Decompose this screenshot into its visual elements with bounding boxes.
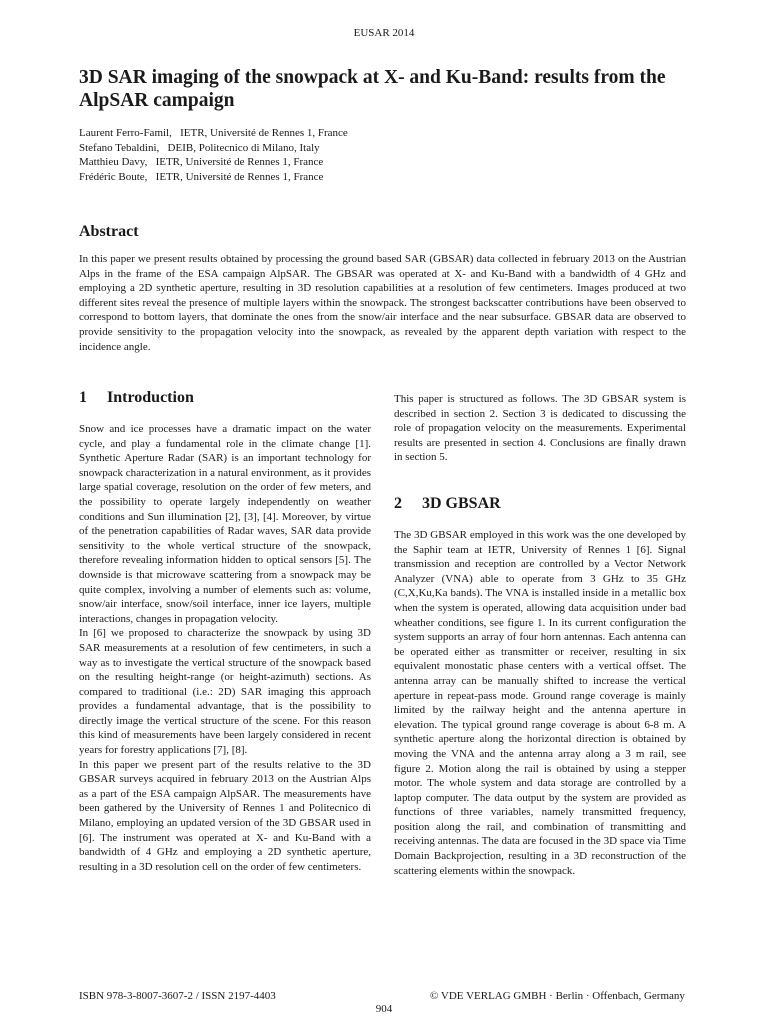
section-heading-3d-gbsar <box>394 495 501 513</box>
page-number: 904 <box>375 1003 393 1015</box>
paper-title: 3D SAR imaging of the snowpack at X- and Ku-Band: results from the AlpSAR campaign <box>79 67 666 111</box>
publisher-footer: © VDE VERLAG GMBH · Berlin · Offenbach, Germany <box>430 990 685 1002</box>
paragraph: This paper is structured as follows. The 3D GBSAR system is described in section 2. Section 3 is dedicated to discussing the role of propagation velocity on the measurements. Experimental results are presented in section 4. Conclusions are finally drawn in section 5. <box>394 393 686 464</box>
section-number: 1 <box>79 389 87 406</box>
author-list <box>79 126 348 184</box>
isbn-footer: ISBN 978-3-8007-3607-2 / ISSN 2197-4403 <box>79 990 276 1002</box>
section-heading-introduction <box>79 389 194 407</box>
section-title: 3D GBSAR <box>422 495 501 512</box>
paragraph: In this paper we present part of the results relative to the 3D GBSAR surveys acquired in february 2013 on the Austrian Alps as a part of the ESA campaign AlpSAR. The measurements have been gathered by the University of Rennes 1 and Politecnico di Milano, employing an updated version of the 3D GBSAR used in [6]. The instrument was operated at X- and Ku-Band with a bandwidth of 4 GHz and employing a 2D synthetic aperture, resulting in a 3D resolution cell on the order of few centimeters. <box>79 758 371 873</box>
abstract-text: In this paper we present results obtained by processing the ground based SAR (GBSAR) data collected in february 2013 on the Austrian Alps in the frame of the ESA campaign AlpSAR. The GBSAR was operated at X- and Ku-Band with a bandwidth of 4 GHz and employing a 2D synthetic aperture, resulting in 3D resolution capabilities at a resolution of few centimeters. Images produced at two different sites reveal the presence of multiple layers within the snowpack. The strongest backscatter contributions have been observed to correspond to bottom layers, that dominate the ones from the snow/air interface and the near subsurface. GBSAR data are observed to provide sensitivity to the propagation velocity into the snowpack, as revealed by the apparent depth variation with respect to the incidence angle. <box>79 253 686 353</box>
section-number: 2 <box>394 495 402 512</box>
paragraph: The 3D GBSAR employed in this work was the one developed by the Saphir team at IETR, University of Rennes 1 [6]. Signal transmission and reception are controlled by a Vector Network Analyzer (VNA) able to operate from 3 GHz to 35 GHz (C,X,Ku,Ka bands). The VNA is installed inside in a metallic box when the system is operated, allowing data acquisition under bad wheather conditions, see figure 1. In its current configuration the system supports an array of four horn antennas. Each antenna can be operated either as transmitter or receiver, resulting in six equivalent monostatic phase centers with a vertical offset. The antenna array can be manually shifted to increase the vertical aperture in repeat-pass mode. Ground range coverage is mainly limited by the railway height and the antenna aperture in elevation. The typical ground range coverage is about 6-8 m. A synthetic aperture along the horizontal direction is obtained by moving the VNA and the antenna array along a 3 m rail, see figure 2. Motion along the rail is obtained by using a stepper motor. The whole system and data storage are controlled by a laptop computer. The data output by the system are provided as functions of three variables, namely transmitted frequency, position along the rail, and combination of transmitting and receiving antennas. The data are focused in the 3D space via Time Domain Backprojection, resulting in a 3D reconstruction of the scattering elements within the snowpack. <box>394 529 686 877</box>
section-title: Introduction <box>107 389 194 406</box>
abstract-heading: Abstract <box>79 223 139 240</box>
author-line: Stefano Tebaldini, DEIB, Politecnico di Milano, Italy <box>79 141 320 154</box>
right-column-body <box>394 528 686 878</box>
left-column <box>79 422 371 874</box>
right-column-top <box>394 392 686 465</box>
conference-header: EUSAR 2014 <box>353 27 415 39</box>
paragraph: In [6] we proposed to characterize the snowpack by using 3D SAR measurements at a resolution of few centimeters, in such a way as to investigate the vertical structure of the snowpack based on the resulting height-range (or height-azimuth) sections. As compared to traditional (i.e.: 2D) SAR imaging this approach provides a fundamental advantage, that is the possibility to directly image the vertical structure of the scene. For this reason this kind of measurements have been largely considered in recent years for forestry applications [7], [8]. <box>79 627 371 757</box>
author-line: Matthieu Davy, IETR, Université de Rennes 1, France <box>79 156 324 169</box>
author-line: Frédéric Boute, IETR, Université de Rennes 1, France <box>79 170 324 183</box>
author-line: Laurent Ferro-Famil, IETR, Université de Rennes 1, France <box>79 127 348 139</box>
paragraph: Snow and ice processes have a dramatic impact on the water cycle, and play a fundamental role in the climate change [1]. Synthetic Aperture Radar (SAR) is an important technology for snowpack characterization in a natural environment, as it provides large spatial coverage, resolution on the order of few meters, and the possibility to operate largely independently on weather conditions and Sun illumination [2], [3], [4]. Moreover, by virtue of the penetration capabilities of Radar waves, SAR data provide sensitivity to the whole vertical structure of the snowpack, therefore revealing information hidden to optical sensors [5]. The downside is that microwave scattering from a snowpack may be quite complex, involving a number of elements such as: volume, snow/air interface, snow/soil interface, inner ice layers, multiple interactions, changes in propagation velocity. <box>79 423 371 625</box>
